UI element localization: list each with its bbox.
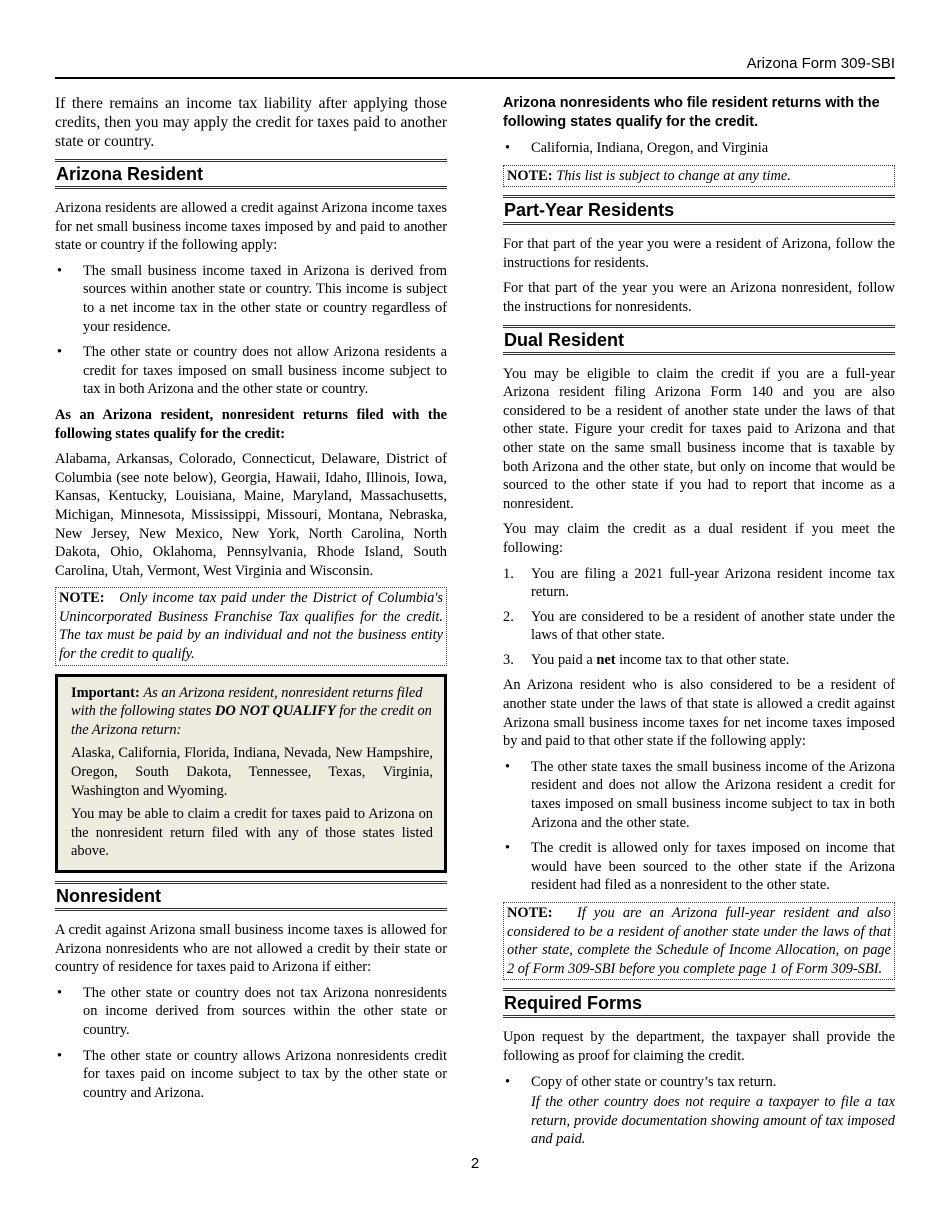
dual-resident-paragraph-3: An Arizona resident who is also considered to be a resident of another state under the laws of that state is allowed a credit against Arizona small business income taxes for net income taxes imposed by and paid to that other state if the following apply: [503,677,895,750]
right-column [503,94,895,1156]
list-number: 3. [503,651,514,668]
list-change-note-box [503,165,895,188]
dual-resident-paragraph-1: You may be eligible to claim the credit if you are a full-year Arizona resident filing Arizona Form 140 and you are also considered to be a resident of another state under the laws of that other state. Figure your credit for taxes paid to Arizona and that other state on the same small business income that is taxable by both Arizona and the other state, but only on income that would be sourced to the other state if you had to report that income as a nonresident. [503,365,895,512]
form-title: Arizona Form 309-SBI [746,55,895,72]
left-column [55,94,447,1109]
arizona-resident-list [55,262,447,399]
note-label: NOTE: [507,905,553,921]
page-number: 2 [470,1155,480,1172]
part-year-paragraph-2: For that part of the year you were an Arizona nonresident, follow the instructions for nonresidents. [503,280,895,315]
dc-note [59,589,443,663]
dual-resident-paragraph-2: You may claim the credit as a dual resident if you meet the following: [503,521,895,556]
list-item [503,608,895,645]
note-label: NOTE: [507,167,553,184]
dual-resident-requirements [503,565,895,670]
list-item: • The other state or country does not allow Arizona residents a credit for taxes imposed on small business income subject to tax in both Arizona and the other state or country. [55,343,447,399]
part-year-heading: Part-Year Residents [503,195,895,225]
note-text: If you are an Arizona full-year resident and also considered to be a resident of another state under the laws of that other state, complete the Schedule of Income Allocation, on page 2 of Form 309-SBI before you complete page 1 of Form 309-SBI. [507,905,891,977]
arizona-resident-paragraph: Arizona residents are allowed a credit against Arizona income taxes for net small business income taxes imposed by and paid to another state or country if the following apply: [55,200,447,254]
required-forms-list [503,1073,895,1092]
list-text: You are filing a 2021 full-year Arizona resident income tax return. [531,565,895,601]
nonresident-qualify-heading: Arizona nonresidents who file resident returns with the following states qualify for the credit. [503,95,880,130]
list-item: • Copy of other state or country’s tax return. [503,1073,895,1092]
important-intro [71,684,433,740]
note-text: Only income tax paid under the District of Columbia's Unincorporated Business Franchise Tax qualifies for the credit. The tax must be paid by an individual and not the business entity for the credit to qualify. [59,590,443,663]
important-label: Important: [71,684,140,701]
list-text: You are considered to be a resident of another state under the laws of that other state. [531,608,895,644]
list-number: 2. [503,608,514,625]
list-item: • The credit is allowed only for taxes imposed on income that would have been sourced to the other state if the Arizona resident had filed as a nonresident to the other state. [503,839,895,895]
nonresident-paragraph: A credit against Arizona small business income taxes is allowed for Arizona nonresidents who are not allowed a credit by their state or country of residence for taxes paid to Arizona if either: [55,922,447,976]
important-text-2: for the credit on the Arizona return: [71,703,432,738]
required-forms-paragraph: Upon request by the department, the taxpayer shall provide the following as proof for claiming the credit. [503,1029,895,1064]
list-item [503,565,895,602]
list-text-pre: You paid a [531,651,593,668]
important-paragraph: You may be able to claim a credit for taxes paid to Arizona on the nonresident return filed with any of those states listed above. [71,806,433,860]
note-label: NOTE: [59,590,105,607]
list-change-note [507,167,891,186]
important-emphasis: DO NOT QUALIFY [214,703,336,720]
page-header [55,55,895,79]
nonresident-list [55,984,447,1103]
important-text-1: As an Arizona resident, nonresident returns filed with the following states [71,684,423,720]
list-text-bold: net [596,651,616,668]
list-number: 1. [503,565,514,582]
qualifying-states-heading: As an Arizona resident, nonresident returns filed with the following states qualify for the credit: [55,406,447,442]
list-item: • The other state or country does not tax Arizona nonresidents on income derived from sources within the other state or country. [55,984,447,1040]
dc-note-box [55,587,447,665]
intro-paragraph: If there remains an income tax liability after applying those credits, then you may apply the credit for taxes paid to another state or country. [55,95,447,150]
nonresident-heading: Nonresident [55,881,447,911]
dual-note [507,904,891,978]
dual-resident-list [503,758,895,895]
list-text-post: income tax to that other state. [619,651,790,668]
required-forms-italic-note: If the other country does not require a taxpayer to file a tax return, provide documentation showing amount of tax imposed and paid. [531,1094,895,1148]
arizona-resident-heading: Arizona Resident [55,159,447,189]
nonresident-states-list [503,139,895,158]
non-qualifying-states: Alaska, California, Florida, Indiana, Nevada, New Hampshire, Oregon, South Dakota, Tennessee, Texas, Virginia, Washington and Wyoming. [71,745,433,799]
dual-resident-heading: Dual Resident [503,325,895,355]
dual-note-box [503,902,895,980]
part-year-paragraph-1: For that part of the year you were a resident of Arizona, follow the instructions for residents. [503,236,895,271]
list-item: • The small business income taxed in Arizona is derived from sources within another state or country. This income is subject to a net income tax in the other state or country regardless of your residence. [55,262,447,336]
required-forms-heading: Required Forms [503,988,895,1018]
list-item: • California, Indiana, Oregon, and Virginia [503,139,895,158]
list-item: • The other state or country allows Arizona nonresidents credit for taxes paid on income subject to tax by the other state or country and Arizona. [55,1047,447,1103]
important-box [55,674,447,873]
list-item: • The other state taxes the small business income of the Arizona resident and does not allow the Arizona resident a credit for taxes imposed on small business income subject to tax in both Arizona and the other state. [503,758,895,832]
note-text: This list is subject to change at any time. [556,167,791,184]
qualifying-states-list: Alabama, Arkansas, Colorado, Connecticut, Delaware, District of Columbia (see note below), Georgia, Hawaii, Idaho, Illinois, Iowa, Kansas, Kentucky, Louisiana, Maine, Maryland, Massachusetts, Michigan, Minnesota, Mississippi, Missouri, Montana, Nebraska, New Jersey, New Mexico, New York, North Carolina, North Dakota, Ohio, Oklahoma, Pennsylvania, Rhode Island, South Carolina, Utah, Vermont, West Virginia and Wisconsin. [55,451,447,579]
list-item [503,651,895,670]
